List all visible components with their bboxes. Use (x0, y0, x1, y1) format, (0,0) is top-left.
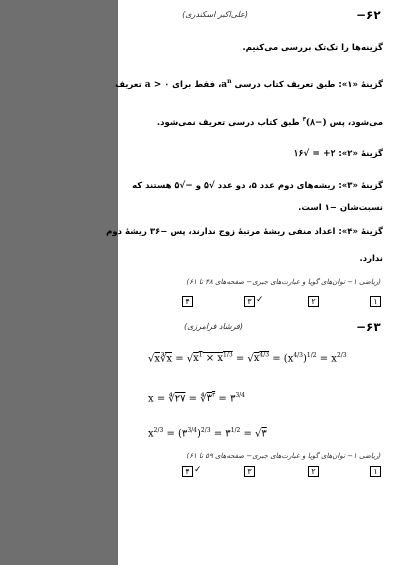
q62-option3-line2: نسبت‌شان −۱ است. (298, 203, 383, 213)
q62-answer-2[interactable]: ۲ (308, 296, 319, 307)
q62-option4-line1: گزینهٔ «۴»: اعداد منفی ریشهٔ مرتبهٔ زوج ندارند، پس −۳۶ ریشهٔ دوم (106, 227, 383, 237)
q63-answer-1[interactable]: ۱ (370, 466, 381, 477)
q62-option4-line2: ندارد. (359, 254, 383, 264)
q63-equation-2: x = ∜۲۷ = $∜۳^۳$ = $۳^{3/4}$ (148, 392, 245, 405)
q62-option2: گزینهٔ «۲»: ۲+ = √۱۶ (293, 149, 383, 159)
q63-answer-2[interactable]: ۲ (308, 466, 319, 477)
q63-equation-1: √x∛x = $√x^1 \times x^{1/3} = √x^{4/3} = (x^{4/3})^{1/2} = x^{2/3}$ (148, 352, 347, 365)
q62-answer-3[interactable]: ۳ (244, 296, 255, 307)
question-62-number: −۶۲ (356, 8, 381, 22)
q63-answer-4[interactable]: ۴ (182, 466, 193, 477)
q62-option3-line1: گزینهٔ «۳»: ریشه‌های دوم عدد ۵، دو عدد √۵ و −√۵ هستند که (132, 181, 383, 191)
q62-answer-4[interactable]: ۴ (182, 296, 193, 307)
q62-option1-line2: می‌شود، پس (−۸)$^۳$ طبق کتاب درسی تعریف نمی‌شود. (156, 116, 383, 128)
q63-source: (ریاضی ۱− توان‌های گویا و عبارت‌های جبری− صفحه‌های ۵۹ تا ۶۱) (186, 452, 381, 460)
question-63-number: −۶۳ (356, 320, 381, 334)
document-page (106, 0, 403, 565)
q62-intro: گزینه‌ها را تک‌تک بررسی می‌کنیم. (242, 43, 383, 53)
check-mark-icon: ✓ (194, 465, 202, 475)
q62-option1-line1: گزینهٔ «۱»: طبق تعریف کتاب درسی $a^n،$ فقط برای a > ۰ تعریف (115, 78, 383, 90)
question-62-author: (علی‌اکبر اسکندری) (182, 10, 248, 19)
question-63-author: (فرشاد فرامرزی) (183, 322, 243, 331)
q62-source: (ریاضی ۱− توان‌های گویا و عبارت‌های جبری− صفحه‌های ۴۸ تا ۶۱) (186, 278, 381, 286)
q63-equation-3: $x^{2/3}$ = $(۳^{3/4})^{2/3}$ = $۳^{1/2}$ = √۳ (148, 427, 267, 440)
q62-answer-1[interactable]: ۱ (370, 296, 381, 307)
check-mark-icon: ✓ (256, 295, 264, 305)
q63-answer-3[interactable]: ۳ (244, 466, 255, 477)
